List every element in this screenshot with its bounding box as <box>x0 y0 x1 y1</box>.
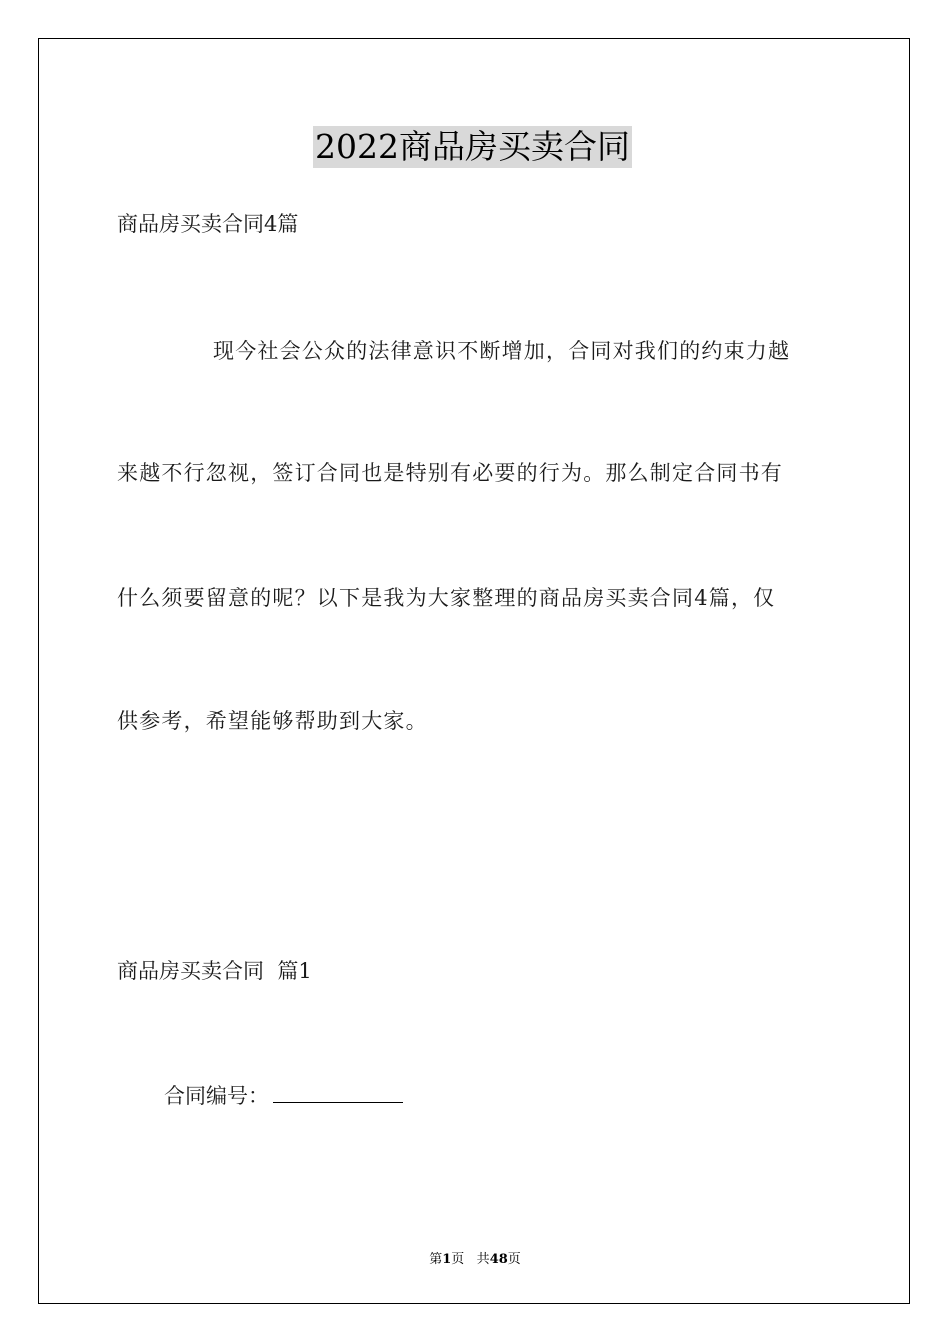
intro-line-2: 来越不行忽视，签订合同也是特别有必要的行为。那么制定合同书有 <box>117 461 783 485</box>
section-heading: 商品房买卖合同 篇1 <box>117 959 312 983</box>
contract-number-blank <box>273 1084 403 1103</box>
footer-page-current: 1 <box>442 1252 452 1267</box>
document-title: 2022商品房买卖合同 <box>315 127 630 166</box>
intro-line-3: 什么须要留意的呢？以下是我为大家整理的商品房买卖合同4篇，仅 <box>117 586 776 610</box>
intro-line-4: 供参考，希望能够帮助到大家。 <box>117 709 428 733</box>
contract-number-label: 合同编号： <box>164 1084 269 1108</box>
footer-prefix: 第 <box>429 1252 443 1267</box>
footer-page-suffix: 页 <box>451 1252 465 1267</box>
document-subtitle: 商品房买卖合同4篇 <box>117 212 299 236</box>
footer-total-prefix: 共 <box>476 1252 490 1267</box>
intro-line-1: 现今社会公众的法律意识不断增加，合同对我们的约束力越 <box>213 339 791 363</box>
contract-number-row <box>164 1082 403 1110</box>
page-footer <box>0 1248 950 1267</box>
footer-page-total: 48 <box>489 1252 508 1267</box>
footer-total-suffix: 页 <box>507 1252 521 1267</box>
